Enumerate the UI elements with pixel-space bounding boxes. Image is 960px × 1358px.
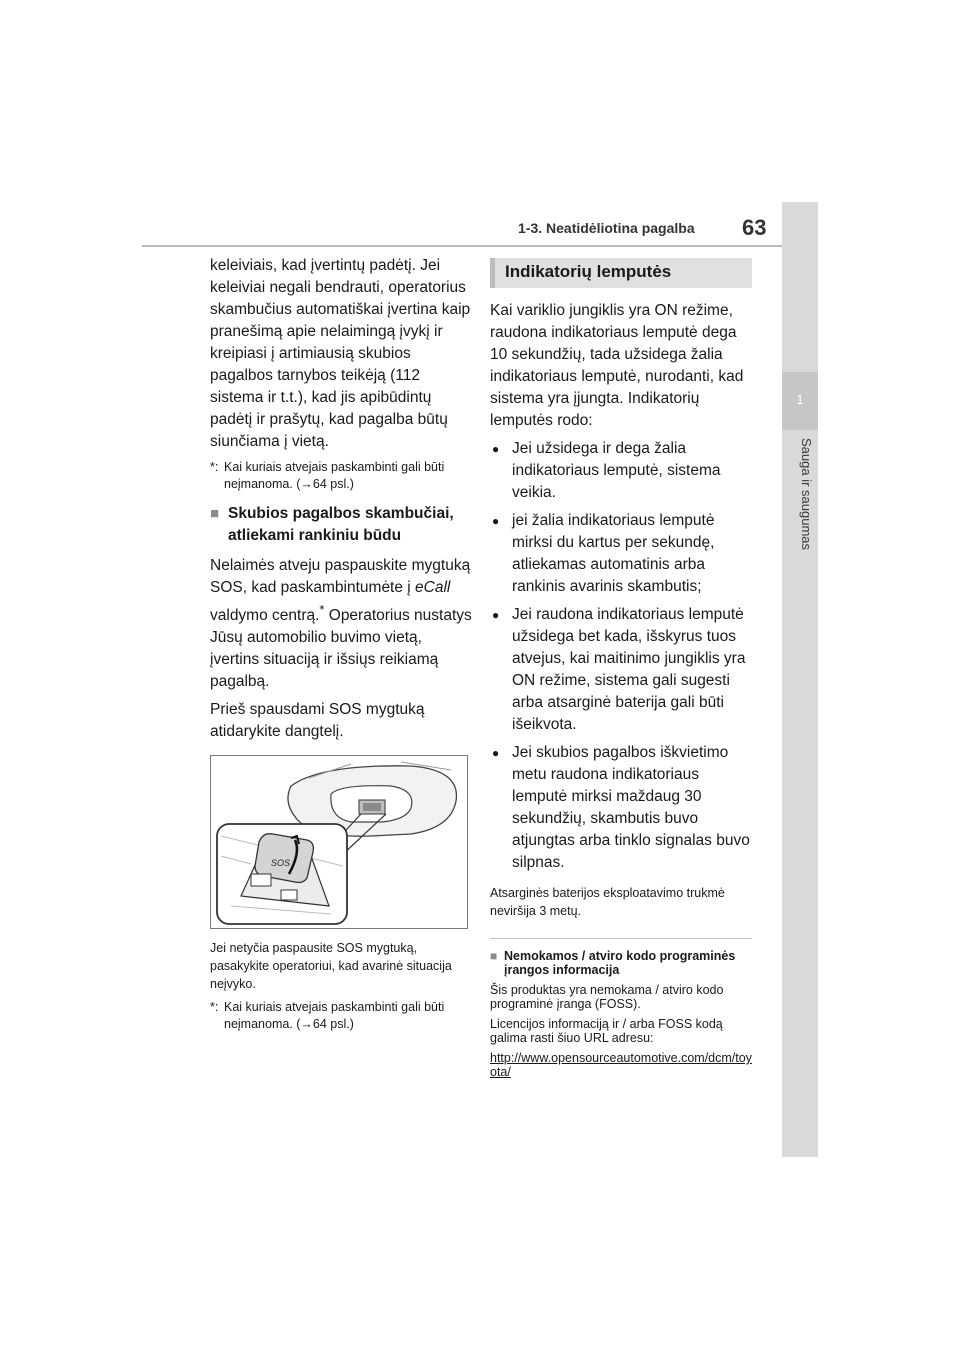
list-item bbox=[490, 604, 752, 736]
list-item-text: Jei raudona indikatoriaus lemputė užsidega bet kada, išskyrus tuos atvejus, kai maitinimo jungiklis yra ON režime, sistema gali sugesti arba atsarginė baterija gali būti išeikvota. bbox=[512, 606, 746, 733]
footnote-ref: * bbox=[319, 602, 325, 617]
ecall-term: eCall bbox=[415, 579, 451, 596]
right-column bbox=[490, 258, 752, 1079]
list-item-text: jei žalia indikatoriaus lemputė mirksi du kartus per sekundę, atliekamas automatinis arba rankinis avarinis skambutis; bbox=[512, 512, 715, 595]
subheading-text: Skubios pagalbos skambučiai, atliekami rankiniu būdu bbox=[228, 505, 454, 544]
header-rule bbox=[142, 245, 782, 247]
footnote bbox=[210, 999, 472, 1033]
page-number: 63 bbox=[742, 215, 767, 240]
list-item bbox=[490, 742, 752, 874]
section-heading-box bbox=[490, 258, 752, 288]
list-item-text: Jei skubios pagalbos iškvietimo metu raudona indikatoriaus lemputė mirksi maždaug 30 sekundžių, skambutis buvo atjungtas arba tinklo signalas buvo silpnas. bbox=[512, 744, 750, 871]
subheading-text: Nemokamos / atviro kodo programinės įrangos informacija bbox=[504, 949, 736, 977]
chapter-title: Sauga ir saugumas bbox=[799, 438, 814, 551]
subheading bbox=[490, 949, 752, 977]
paragraph bbox=[210, 555, 472, 693]
list-item bbox=[490, 510, 752, 598]
bullet-dot-icon: ● bbox=[492, 608, 500, 622]
foss-url-link[interactable]: http://www.opensourceautomotive.com/dcm/toyota/ bbox=[490, 1051, 752, 1079]
chapter-number-tab bbox=[782, 372, 818, 430]
sos-label: SOS bbox=[271, 858, 291, 869]
left-column bbox=[210, 255, 472, 1039]
footnote bbox=[210, 459, 472, 493]
square-bullet-icon: ■ bbox=[490, 949, 498, 963]
paragraph: keleiviais, kad įvertintų padėtį. Jei keleiviai negali bendrauti, operatorius skambučius automatiškai įvertina kaip pranešimą apie nelaimingą įvykį ir kreipiasi į artimiausią skubios pagalbos tarnybos teikėją (112 sistema ir t.t.), kad jis apibūdintų padėtį ir prašytų, kad pagalba būtų siunčiama į vietą. bbox=[210, 257, 471, 450]
paragraph: Kai variklio jungiklis yra ON režime, raudona indikatoriaus lemputė dega 10 sekundžių, tada užsidega žalia indikatoriaus lemputė, nurodanti, kad sistema yra įjungta. Indikatorių lemputės rodo: bbox=[490, 302, 744, 429]
text-run: Nelaimės atveju paspauskite mygtuką SOS, kad paskambintumėte į bbox=[210, 557, 471, 596]
bullet-dot-icon: ● bbox=[492, 514, 500, 528]
section-heading: Indikatorių lemputės bbox=[505, 262, 672, 281]
footnote-mark: *: bbox=[210, 1000, 219, 1015]
footnote-text: Kai kuriais atvejais paskambinti gali būti neįmanoma. (→64 psl.) bbox=[224, 460, 445, 491]
footnote-mark: *: bbox=[210, 460, 219, 474]
subheading bbox=[210, 503, 472, 547]
paragraph: Prieš spausdami SOS mygtuką atidarykite dangtelį. bbox=[210, 701, 425, 741]
footnote-text: Kai kuriais atvejais paskambinti gali būti neįmanoma. (→64 psl.) bbox=[224, 1000, 445, 1032]
text-run: valdymo centrą. bbox=[210, 607, 320, 625]
paragraph: Šis produktas yra nemokama / atviro kodo programinė įranga (FOSS). bbox=[490, 983, 724, 1011]
bullet-dot-icon: ● bbox=[492, 442, 500, 456]
section-title: 1-3. Neatidėliotina pagalba bbox=[518, 220, 695, 236]
text-run: Operatorius nustatys Jūsų automobilio buvimo vietą, įvertins situaciją ir išsiųs reikiamą pagalbą. bbox=[210, 607, 472, 691]
battery-note: Atsarginės baterijos eksploatavimo trukmė neviršija 3 metų. bbox=[490, 886, 725, 918]
list-item-text: Jei užsidega ir dega žalia indikatoriaus lemputė, sistema veikia. bbox=[512, 440, 721, 501]
figure-caption: Jei netyčia paspausite SOS mygtuką, pasakykite operatoriui, kad avarinė situacija neįvyko. bbox=[210, 941, 452, 992]
chapter-side-tab bbox=[782, 202, 818, 1157]
square-bullet-icon: ■ bbox=[210, 505, 220, 522]
list-item bbox=[490, 438, 752, 504]
paragraph: Licencijos informaciją ir / arba FOSS kodą galima rasti šiuo URL adresu: bbox=[490, 1017, 723, 1045]
sos-button-illustration bbox=[210, 755, 468, 929]
bullet-dot-icon: ● bbox=[492, 746, 500, 760]
divider bbox=[490, 938, 752, 939]
chapter-number: 1 bbox=[796, 392, 804, 407]
